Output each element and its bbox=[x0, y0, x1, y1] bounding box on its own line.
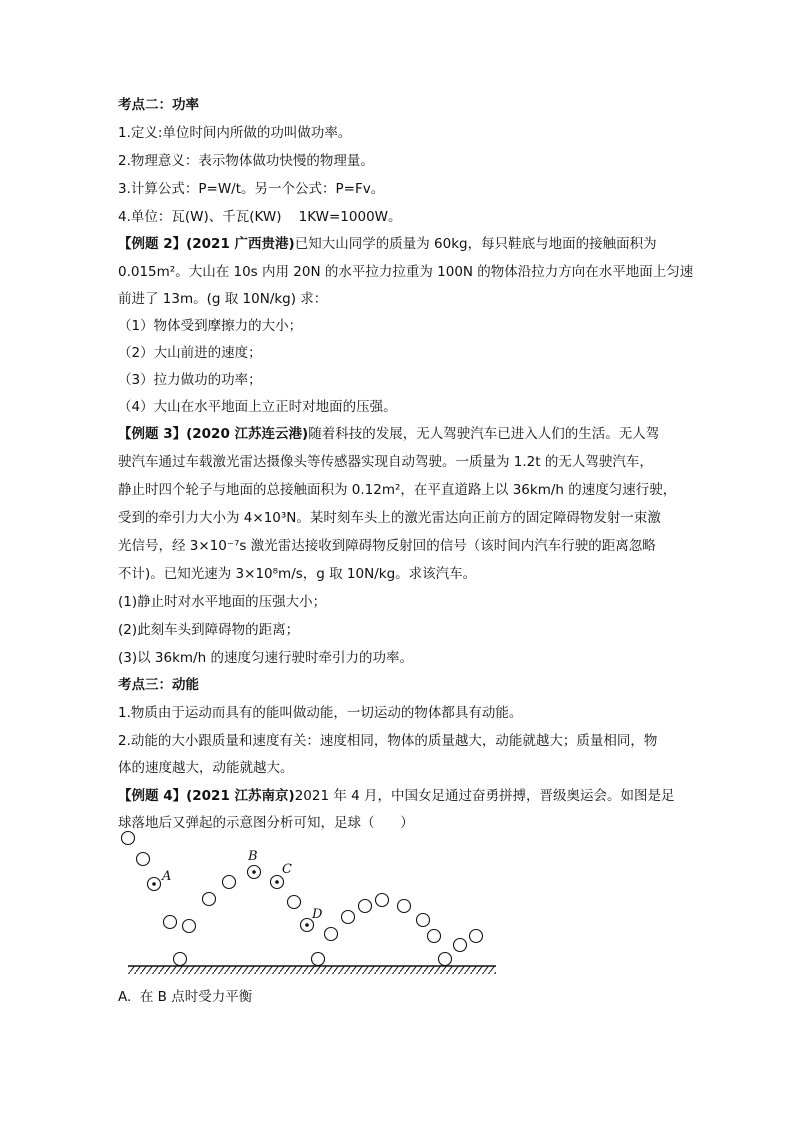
label-a: A bbox=[162, 869, 172, 884]
example2-question-2: （2）大山前进的速度； bbox=[118, 345, 262, 361]
ground bbox=[128, 966, 496, 974]
label-c: C bbox=[282, 862, 292, 877]
ball bbox=[137, 853, 150, 866]
section2-heading: 考点二：功率 bbox=[118, 97, 199, 113]
section2-item-3: 3.计算公式：P=W/t。另一个公式：P=Fv。 bbox=[118, 181, 385, 197]
ball bbox=[122, 832, 135, 845]
ball bbox=[359, 900, 372, 913]
example2-question-4: （4）大山在水平地面上立正时对地面的压强。 bbox=[118, 399, 397, 415]
section3-item-2: 2.动能的大小跟质量和速度有关：速度相同，物体的质量越大，动能就越大；质量相同，物 bbox=[118, 733, 658, 749]
example3-question-3: (3)以 36km/h 的速度匀速行驶时牵引力的功率。 bbox=[118, 650, 413, 666]
ball bbox=[428, 930, 441, 943]
example3-question-1: (1)静止时对水平地面的压强大小； bbox=[118, 594, 327, 610]
example4-line-2: 球落地后又弹起的示意图分析可知，足球（ ） bbox=[118, 815, 414, 831]
example4-text-1: 2021 年 4 月，中国女足通过奋勇拼搏，晋级奥运会。如图是足 bbox=[294, 788, 675, 804]
example3-line-5: 光信号，经 3×10⁻⁷s 激光雷达接收到障碍物反射回的信号（该时间内汽车行驶的距离忽略 bbox=[118, 538, 656, 554]
example3-line-1 bbox=[118, 424, 659, 444]
ball bbox=[398, 900, 411, 913]
ball bbox=[288, 896, 301, 909]
option-a[interactable]: A. 在 B 点时受力平衡 bbox=[118, 989, 253, 1005]
example3-line-4: 受到的牵引力大小为 4×10³N。某时刻车头上的激光雷达向正前方的固定障碍物发射一束激 bbox=[118, 510, 661, 526]
example3-line-6: 不计)。已知光速为 3×10⁸m/s，g 取 10N/kg。求该汽车。 bbox=[118, 566, 477, 582]
example3-text-1: 随着科技的发展，无人驾驶汽车已进入人们的生活。无人驾 bbox=[308, 426, 660, 442]
section3-item-1: 1.物质由于运动而具有的能叫做动能，一切运动的物体都具有动能。 bbox=[118, 705, 523, 721]
ball bbox=[470, 930, 483, 943]
label-b: B bbox=[248, 849, 258, 864]
ball-trajectory bbox=[122, 832, 483, 966]
ball bbox=[439, 953, 452, 966]
ball bbox=[342, 911, 355, 924]
example2-line-2: 0.015m²。大山在 10s 内用 20N 的水平拉力拉重为 100N 的物体沿拉力方向在水平地面上匀速 bbox=[118, 264, 694, 280]
example2-question-3: （3）拉力做功的功率； bbox=[118, 372, 262, 388]
ball bbox=[203, 893, 216, 906]
ball bbox=[417, 914, 430, 927]
ball bbox=[454, 939, 467, 952]
example2-text-1: 已知大山同学的质量为 60kg，每只鞋底与地面的接触面积为 bbox=[294, 236, 657, 252]
example3-line-2: 驶汽车通过车载激光雷达摄像头等传感器实现自动驾驶。一质量为 1.2t 的无人驾驶汽车， bbox=[118, 454, 653, 470]
ball bbox=[325, 928, 338, 941]
section2-item-4: 4.单位：瓦(W)、千瓦(KW) 1KW=1000W。 bbox=[118, 209, 402, 225]
section2-item-1: 1.定义:单位时间内所做的功叫做功率。 bbox=[118, 125, 352, 141]
example2-line-3: 前进了 13m。(g 取 10N/kg) 求： bbox=[118, 291, 328, 307]
ball bbox=[223, 876, 236, 889]
example2-question-1: （1）物体受到摩擦力的大小； bbox=[118, 318, 303, 334]
example3-question-2: (2)此刻车头到障碍物的距离； bbox=[118, 622, 300, 638]
ball bbox=[164, 916, 177, 929]
example2-line-1 bbox=[118, 234, 657, 254]
example3-line-3: 静止时四个轮子与地面的总接触面积为 0.12m²，在平直道路上以 36km/h 的速度匀速行驶， bbox=[118, 482, 677, 498]
example4-tag: 【例题 4】(2021 江苏南京) bbox=[118, 788, 295, 804]
ball bbox=[174, 953, 187, 966]
example3-tag: 【例题 3】(2020 江苏连云港) bbox=[118, 426, 309, 442]
label-d: D bbox=[312, 907, 323, 922]
bouncing-ball-diagram bbox=[118, 828, 503, 980]
section2-item-2: 2.物理意义：表示物体做功快慢的物理量。 bbox=[118, 153, 374, 169]
example4-line-1 bbox=[118, 786, 675, 806]
ball bbox=[312, 953, 325, 966]
example2-tag: 【例题 2】(2021 广西贵港) bbox=[118, 236, 295, 252]
section3-item-2-cont: 体的速度越大，动能就越大。 bbox=[118, 760, 294, 776]
ball bbox=[183, 920, 196, 933]
section3-heading: 考点三：动能 bbox=[118, 677, 199, 693]
ball bbox=[376, 894, 389, 907]
